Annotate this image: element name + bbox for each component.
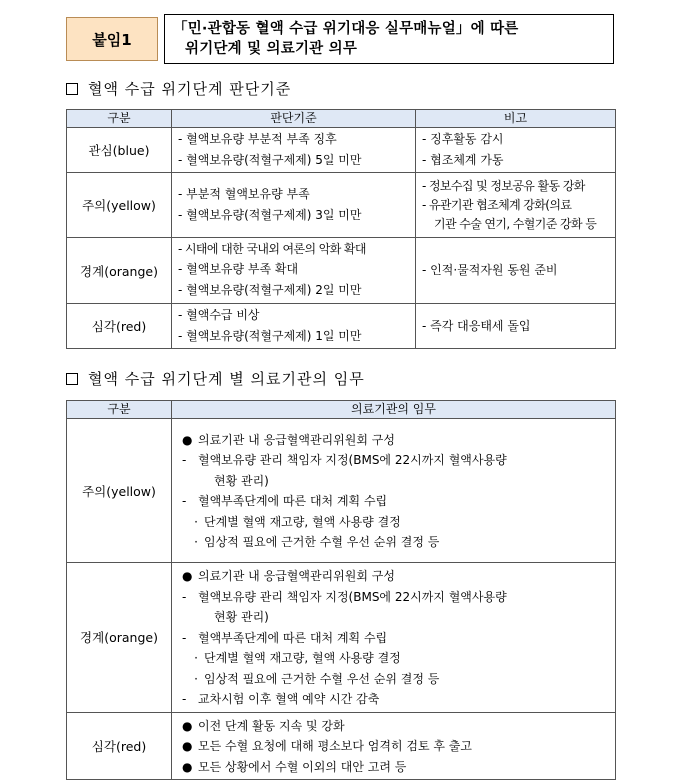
section1-heading bbox=[66, 78, 291, 99]
section2-heading-text: 혈액 수급 위기단계 별 의료기관의 임무 bbox=[88, 370, 365, 388]
column-header: 판단기준 bbox=[172, 110, 416, 128]
table-row bbox=[67, 238, 616, 304]
dash-marker: - bbox=[182, 589, 187, 604]
bullet-icon: ● bbox=[182, 569, 193, 583]
dash-marker: - bbox=[182, 692, 187, 706]
table-row bbox=[67, 128, 616, 173]
criteria-line: - 혈액보유량 부분적 부족 징후 bbox=[178, 132, 337, 146]
middot-icon: · bbox=[194, 651, 198, 665]
checkbox-icon bbox=[66, 83, 78, 95]
bullet-icon: ● bbox=[182, 739, 193, 753]
duty-text: 모든 상황에서 수혈 이외의 대안 고려 등 bbox=[198, 759, 407, 774]
criteria-cell bbox=[172, 128, 416, 173]
dash-marker: - bbox=[182, 453, 187, 467]
criteria-line: - 시태에 대한 국내외 여론의 악화 확대 bbox=[178, 242, 366, 256]
dash-marker: - bbox=[182, 630, 187, 645]
checkbox-icon bbox=[66, 373, 78, 385]
section2-heading bbox=[66, 368, 365, 389]
duty-item bbox=[182, 491, 609, 512]
dash-marker: - bbox=[182, 494, 187, 508]
criteria-line: - 혈액보유량(적혈구제제) 1일 미만 bbox=[178, 329, 362, 343]
bullet-icon: ● bbox=[182, 432, 193, 447]
level-label-orange: 경계(orange) bbox=[67, 563, 172, 713]
duty-text: 혈액보유량 관리 책임자 지정(BMS에 22시까지 혈액사용량 bbox=[198, 589, 507, 604]
criteria-line: - 부분적 혈액보유량 부족 bbox=[178, 187, 310, 201]
level-label-red: 심각(red) bbox=[67, 712, 172, 780]
duty-text: 혈액부족단계에 따른 대처 계획 수립 bbox=[198, 494, 388, 508]
duty-text: 임상적 필요에 근거한 수혈 우선 순위 결정 등 bbox=[204, 535, 440, 549]
criteria-cell bbox=[172, 238, 416, 304]
criteria-line: - 혈액보유량 부족 확대 bbox=[178, 262, 299, 276]
column-header: 의료기관의 임무 bbox=[172, 401, 616, 419]
duty-text: 의료기관 내 응급혈액관리위원회 구성 bbox=[198, 432, 395, 447]
note-line: - 즉각 대응태세 돌입 bbox=[422, 318, 531, 333]
institution-duties-table bbox=[66, 400, 616, 780]
criteria-cell bbox=[172, 304, 416, 349]
document-title-box bbox=[164, 14, 614, 64]
duty-text: 혈액보유량 관리 책임자 지정(BMS에 22시까지 혈액사용량 bbox=[198, 453, 507, 467]
duty-text: 임상적 필요에 근거한 수혈 우선 순위 결정 등 bbox=[204, 671, 440, 686]
duty-item bbox=[182, 512, 609, 533]
section1-heading-text: 혈액 수급 위기단계 판단기준 bbox=[88, 80, 292, 98]
middot-icon: · bbox=[194, 535, 198, 549]
document-header bbox=[66, 14, 614, 64]
column-header: 비고 bbox=[416, 110, 616, 128]
title-line-1: 「민·관합동 혈액 수급 위기대응 실무매뉴얼」에 따른 bbox=[173, 21, 519, 37]
attachment-badge: 붙임1 bbox=[66, 17, 158, 61]
duty-text: 단계별 혈액 재고량, 혈액 사용량 결정 bbox=[204, 514, 401, 529]
duty-item bbox=[182, 757, 609, 778]
duty-item bbox=[182, 566, 609, 587]
note-line: - 정보수집 및 정보공유 활동 강화 bbox=[422, 178, 585, 193]
duty-text: 교차시험 이후 혈액 예약 시간 감축 bbox=[198, 692, 380, 706]
duties-cell bbox=[172, 419, 616, 563]
duties-cell bbox=[172, 712, 616, 780]
duty-item bbox=[182, 587, 609, 608]
notes-cell bbox=[416, 173, 616, 238]
duty-text: 단계별 혈액 재고량, 혈액 사용량 결정 bbox=[204, 651, 401, 665]
table-row bbox=[67, 304, 616, 349]
duty-item bbox=[182, 450, 609, 471]
duty-text: 의료기관 내 응급혈액관리위원회 구성 bbox=[198, 569, 395, 583]
duty-item bbox=[182, 607, 609, 628]
duty-text: 현황 관리) bbox=[214, 610, 269, 624]
column-header: 구분 bbox=[67, 401, 172, 419]
criteria-line: - 혈액보유량(적혈구제제) 5일 미만 bbox=[178, 153, 362, 167]
duty-item bbox=[182, 648, 609, 669]
level-label-yellow: 주의(yellow) bbox=[67, 419, 172, 563]
bullet-icon: ● bbox=[182, 718, 193, 733]
duty-text: 모든 수혈 요청에 대해 평소보다 엄격히 검토 후 출고 bbox=[198, 739, 472, 753]
table-row bbox=[67, 563, 616, 713]
table-header-row bbox=[67, 110, 616, 128]
level-label-blue: 관심(blue) bbox=[67, 128, 172, 173]
note-line: 기관 수술 연기, 수혈기준 강화 등 bbox=[434, 216, 597, 231]
criteria-line: - 혈액보유량(적혈구제제) 3일 미만 bbox=[178, 208, 362, 222]
table-row bbox=[67, 173, 616, 238]
duty-item bbox=[182, 736, 609, 757]
note-line: - 징후활동 감시 bbox=[422, 132, 504, 146]
level-label-orange: 경계(orange) bbox=[67, 238, 172, 304]
duty-item bbox=[182, 430, 609, 451]
level-label-red: 심각(red) bbox=[67, 304, 172, 349]
table-row bbox=[67, 419, 616, 563]
duty-text: 현황 관리) bbox=[214, 473, 269, 488]
criteria-line: - 혈액수급 비상 bbox=[178, 308, 260, 322]
note-line: - 인적·물적자원 동원 준비 bbox=[422, 263, 558, 277]
note-line: - 협조체계 가동 bbox=[422, 153, 504, 167]
duty-text: 이전 단계 활동 지속 및 강화 bbox=[198, 718, 345, 733]
duty-item bbox=[182, 669, 609, 690]
column-header: 구분 bbox=[67, 110, 172, 128]
criteria-line: - 혈액보유량(적혈구제제) 2일 미만 bbox=[178, 283, 362, 297]
bullet-icon: ● bbox=[182, 759, 193, 774]
duties-cell bbox=[172, 563, 616, 713]
duty-item bbox=[182, 532, 609, 553]
notes-cell bbox=[416, 304, 616, 349]
table-header-row bbox=[67, 401, 616, 419]
duty-item bbox=[182, 628, 609, 649]
notes-cell bbox=[416, 128, 616, 173]
criteria-cell bbox=[172, 173, 416, 238]
duty-item bbox=[182, 471, 609, 492]
note-line: - 유관기관 협조체계 강화(의료 bbox=[422, 197, 572, 212]
notes-cell bbox=[416, 238, 616, 304]
duty-item bbox=[182, 689, 609, 710]
level-label-yellow: 주의(yellow) bbox=[67, 173, 172, 238]
middot-icon: · bbox=[194, 671, 198, 686]
middot-icon: · bbox=[194, 514, 198, 529]
duty-text: 혈액부족단계에 따른 대처 계획 수립 bbox=[198, 630, 388, 645]
title-line-2: 위기단계 및 의료기관 의무 bbox=[185, 41, 358, 57]
duty-item bbox=[182, 716, 609, 737]
crisis-criteria-table bbox=[66, 109, 616, 349]
table-row bbox=[67, 712, 616, 780]
